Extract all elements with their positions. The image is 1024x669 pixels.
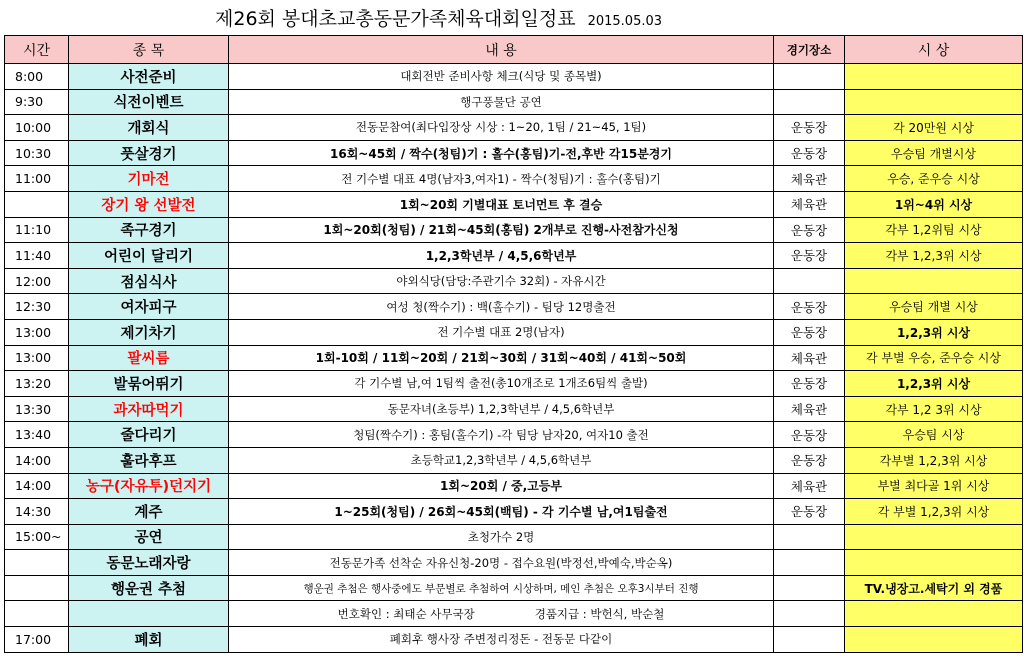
venue-cell: 운동장: [774, 371, 845, 397]
event-cell: 계주: [69, 499, 229, 525]
time-cell: 9:30: [5, 89, 69, 115]
table-row: [5, 319, 1023, 345]
event-cell: 줄다리기: [69, 422, 229, 448]
table-row: [5, 140, 1023, 166]
schedule-table: [4, 35, 1023, 653]
award-cell: 1,2,3위 시상: [845, 319, 1023, 345]
table-row: [5, 499, 1023, 525]
award-cell: 우승팀 시상: [845, 422, 1023, 448]
prize-delivery-note: 경품지급 : 박헌식, 박순철: [534, 606, 665, 621]
header-time: 시간: [5, 36, 69, 64]
event-cell: 족구경기: [69, 217, 229, 243]
content-cell: 행운권 추첨은 행사중에도 부문별로 추첨하여 시상하며, 메인 추첨은 오후3시부터 진행: [229, 575, 774, 601]
content-cell: 전동문참여(최다입장상 시상 : 1~20, 1팀 / 21~45, 1팀): [229, 115, 774, 141]
award-cell: 각부 1,2 3위 시상: [845, 396, 1023, 422]
time-cell: 12:00: [5, 268, 69, 294]
event-cell: 식전이벤트: [69, 89, 229, 115]
venue-cell: 운동장: [774, 217, 845, 243]
table-row: [5, 345, 1023, 371]
time-cell: 15:00~: [5, 524, 69, 550]
event-cell: 과자따먹기: [69, 396, 229, 422]
content-cell: 청팀(짝수기) : 홍팀(홀수기) -각 팀당 남자20, 여자10 출전: [229, 422, 774, 448]
table-row: [5, 601, 1023, 627]
title-bar: [0, 0, 1024, 34]
time-cell: [5, 191, 69, 217]
table-row: [5, 575, 1023, 601]
header-event: 종 목: [69, 36, 229, 64]
table-row: [5, 371, 1023, 397]
event-cell: 장기 왕 선발전: [69, 191, 229, 217]
table-row: [5, 191, 1023, 217]
event-cell: 개회식: [69, 115, 229, 141]
time-cell: 11:10: [5, 217, 69, 243]
venue-cell: [774, 575, 845, 601]
content-cell: 폐회후 행사장 주변정리정돈 - 전동문 다같이: [229, 627, 774, 653]
venue-cell: 체육관: [774, 191, 845, 217]
award-cell: 각부 1,2,3위 시상: [845, 243, 1023, 269]
time-cell: 11:40: [5, 243, 69, 269]
table-row: [5, 166, 1023, 192]
table-row: [5, 396, 1023, 422]
venue-cell: [774, 627, 845, 653]
venue-cell: 운동장: [774, 319, 845, 345]
award-cell: [845, 524, 1023, 550]
event-cell: 기마전: [69, 166, 229, 192]
event-cell: 농구(자유투)던지기: [69, 473, 229, 499]
event-cell: 훌라후프: [69, 447, 229, 473]
award-cell: 부별 최다골 1위 시상: [845, 473, 1023, 499]
event-cell: [69, 601, 229, 627]
award-cell: 각부별 1,2,3위 시상: [845, 447, 1023, 473]
time-cell: 14:00: [5, 447, 69, 473]
award-cell: [845, 268, 1023, 294]
table-row: [5, 268, 1023, 294]
venue-cell: 체육관: [774, 473, 845, 499]
venue-cell: 체육관: [774, 166, 845, 192]
table-row: [5, 89, 1023, 115]
venue-cell: 운동장: [774, 243, 845, 269]
award-cell: [845, 627, 1023, 653]
table-row: [5, 473, 1023, 499]
time-cell: [5, 575, 69, 601]
header-award: 시 상: [845, 36, 1023, 64]
event-cell: 공연: [69, 524, 229, 550]
time-cell: 11:00: [5, 166, 69, 192]
venue-cell: 운동장: [774, 499, 845, 525]
venue-cell: 운동장: [774, 447, 845, 473]
award-cell: 각 부별 우승, 준우승 시상: [845, 345, 1023, 371]
header-row: [5, 36, 1023, 64]
table-row: [5, 243, 1023, 269]
event-cell: 폐회: [69, 627, 229, 653]
header-venue: 경기장소: [774, 36, 845, 64]
award-cell: 1,2,3위 시상: [845, 371, 1023, 397]
venue-cell: [774, 268, 845, 294]
content-cell: 16회~45회 / 짝수(청팀)기 : 홀수(홍팀)기-전,후반 각15분경기: [229, 140, 774, 166]
venue-cell: 운동장: [774, 294, 845, 320]
time-cell: 10:00: [5, 115, 69, 141]
event-cell: 사전준비: [69, 64, 229, 90]
award-cell: [845, 550, 1023, 576]
time-cell: 13:00: [5, 319, 69, 345]
content-cell: 동문자녀(초등부) 1,2,3학년부 / 4,5,6학년부: [229, 396, 774, 422]
time-cell: 10:30: [5, 140, 69, 166]
content-cell: 전 기수별 대표 4명(남자3,여자1) - 짝수(청팀)기 : 홀수(홍팀)기: [229, 166, 774, 192]
time-cell: 14:00: [5, 473, 69, 499]
award-cell: TV.냉장고.세탁기 외 경품: [845, 575, 1023, 601]
content-cell: 1,2,3학년부 / 4,5,6학년부: [229, 243, 774, 269]
event-cell: 동문노래자랑: [69, 550, 229, 576]
content-cell: 전동문가족 선착순 자유신청-20명 - 접수요원(박정선,박예숙,박순옥): [229, 550, 774, 576]
table-row: [5, 524, 1023, 550]
time-cell: 12:30: [5, 294, 69, 320]
content-cell: [229, 601, 774, 627]
time-cell: 17:00: [5, 627, 69, 653]
header-content: 내 용: [229, 36, 774, 64]
time-cell: 8:00: [5, 64, 69, 90]
time-cell: [5, 601, 69, 627]
venue-cell: 운동장: [774, 422, 845, 448]
table-row: [5, 115, 1023, 141]
time-cell: 14:30: [5, 499, 69, 525]
venue-cell: 체육관: [774, 345, 845, 371]
time-cell: 13:20: [5, 371, 69, 397]
award-cell: [845, 64, 1023, 90]
content-cell: 1회~20회 기별대표 토너먼트 후 결승: [229, 191, 774, 217]
table-row: [5, 627, 1023, 653]
content-cell: 1회~20회 / 중,고등부: [229, 473, 774, 499]
content-cell: 각 기수별 남,여 1팀씩 출전(총10개조로 1개조6팀씩 출발): [229, 371, 774, 397]
content-cell: 1~25회(청팀) / 26회~45회(백팀) - 각 기수별 남,여1팀출전: [229, 499, 774, 525]
title-date: 2015.05.03: [587, 14, 663, 29]
content-cell: 전 기수별 대표 2명(남자): [229, 319, 774, 345]
event-cell: 팔씨름: [69, 345, 229, 371]
award-cell: 우승, 준우승 시상: [845, 166, 1023, 192]
content-cell: 초등학교1,2,3학년부 / 4,5,6학년부: [229, 447, 774, 473]
award-cell: 각 부별 1,2,3위 시상: [845, 499, 1023, 525]
venue-cell: [774, 601, 845, 627]
time-cell: 13:30: [5, 396, 69, 422]
venue-cell: [774, 524, 845, 550]
event-cell: 제기차기: [69, 319, 229, 345]
award-cell: 각 20만원 시상: [845, 115, 1023, 141]
table-row: [5, 447, 1023, 473]
number-check-note: 번호확인 : 최태순 사무국장: [337, 606, 475, 621]
event-cell: 여자피구: [69, 294, 229, 320]
content-cell: 대회전반 준비사항 체크(식당 및 종목별): [229, 64, 774, 90]
venue-cell: 운동장: [774, 115, 845, 141]
content-cell: 여성 청(짝수기) : 백(홀수기) - 팀당 12명출전: [229, 294, 774, 320]
content-cell: 1회~20회(청팀) / 21회~45회(홍팀) 2개부로 진행-사전참가신청: [229, 217, 774, 243]
content-cell: 1회-10회 / 11회~20회 / 21회~30회 / 31회~40회 / 41회~50회: [229, 345, 774, 371]
time-cell: [5, 550, 69, 576]
event-cell: 행운권 추첨: [69, 575, 229, 601]
award-cell: [845, 601, 1023, 627]
event-cell: 발묶어뛰기: [69, 371, 229, 397]
table-row: [5, 217, 1023, 243]
table-row: [5, 550, 1023, 576]
award-cell: 우승팀 개별시상: [845, 140, 1023, 166]
title-main: 제26회 봉대초교총동문가족체육대회일정표: [215, 8, 576, 30]
table-row: [5, 422, 1023, 448]
award-cell: 1위~4위 시상: [845, 191, 1023, 217]
award-cell: 우승팀 개별 시상: [845, 294, 1023, 320]
time-cell: 13:40: [5, 422, 69, 448]
table-row: [5, 64, 1023, 90]
venue-cell: [774, 550, 845, 576]
venue-cell: 체육관: [774, 396, 845, 422]
content-cell: 행구풍물단 공연: [229, 89, 774, 115]
time-cell: 13:00: [5, 345, 69, 371]
award-cell: 각부 1,2위팀 시상: [845, 217, 1023, 243]
venue-cell: 운동장: [774, 140, 845, 166]
venue-cell: [774, 64, 845, 90]
event-cell: 어린이 달리기: [69, 243, 229, 269]
award-cell: [845, 89, 1023, 115]
content-cell: 야외식당(담당:주관기수 32회) - 자유시간: [229, 268, 774, 294]
table-row: [5, 294, 1023, 320]
page-title: [215, 4, 662, 31]
event-cell: 점심식사: [69, 268, 229, 294]
venue-cell: [774, 89, 845, 115]
event-cell: 풋살경기: [69, 140, 229, 166]
content-cell: 초청가수 2명: [229, 524, 774, 550]
